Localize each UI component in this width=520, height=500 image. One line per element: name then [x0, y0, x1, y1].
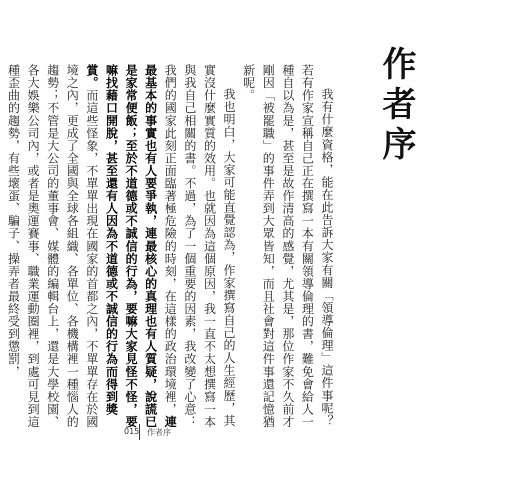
footer-divider	[139, 424, 140, 440]
page-footer	[0, 423, 520, 443]
chapter-title: 作者序	[376, 46, 416, 166]
running-title: 作者序	[147, 428, 171, 437]
text-run: 我有什麼資格，能在此告訴大家有關「領導倫理」這件事呢？若有作家宣稱自己正在撰寫一本有關領導倫理的書，難免會給人一種自以為是，甚至是故作清高的感覺，尤其是，那位作家不久前才剛因「被罷職」的事件弄到大眾皆知，而且社會對這件事還記憶猶新呢。	[241, 64, 334, 428]
body-text	[6, 64, 336, 436]
bold-text-run: 連最基本的事實也有人要爭執，連最核心的真理也有人質疑，說謊已是家常便飯；至於不道德或不誠信的行為，要嘛大家見怪不怪，要嘛找藉口開脫，甚至還有人因為不道德或不誠信的行為而得到獎賞。	[84, 64, 178, 428]
paragraph	[3, 64, 238, 436]
text-run: 而這些怪象，不單單出現在國家的首都之內，不單單存在於國境之內，更成了全國與全球各組織、各單位、各機構裡一種惱人的趨勢；不管是大公司的董事會、媒體的編輯台上，還是大學校園、各大娛樂公司內，或者是奧運賽事、職業運動圈裡，到處可見到這種歪曲的趨勢，有些壞蛋、騙子、操弄者最終受到懲罰，	[6, 64, 99, 428]
text-run: 我也明白，大家可能直覺認為，作家撰寫自己的人生經歷，其實沒什麼實質的效用。也就因為這個原因，我一直不太想撰寫一本與我自己相關的書。不過，為了一個重要的因素，我改變了心意：我們的國家此刻正面臨著極危險的時刻，在這樣的政治環境裡，	[163, 64, 237, 428]
paragraph	[238, 64, 336, 436]
page-number: 015	[124, 427, 140, 436]
